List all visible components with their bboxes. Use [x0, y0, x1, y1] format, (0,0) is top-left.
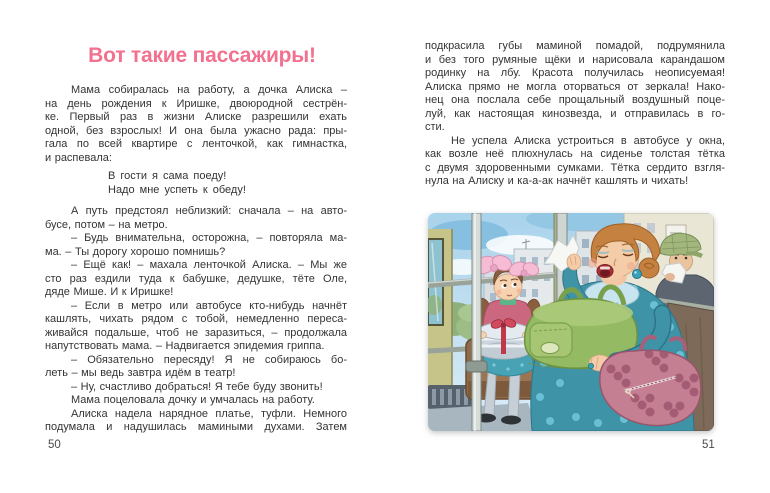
text-line: ма. – Ты дорогу хорошо помнишь? — [45, 245, 226, 258]
paragraph — [45, 381, 347, 395]
text-line: и распевала: — [45, 151, 112, 164]
text-line: ке. Первый раз в жизни Алиске разрешили ехать — [45, 111, 347, 123]
text-line: подумала и надушилась мамиными духами. Затем — [45, 421, 347, 433]
text-line: Мама поцеловала дочку и умчалась на работу. — [71, 394, 315, 406]
text-line: бусе, потом – на метро. — [45, 218, 168, 231]
text-line: на день рождения к Иришке, двоюродной сестрён- — [45, 97, 347, 110]
text-line: как возле неё плюхнулась на сиденье толстая тётка — [425, 148, 725, 160]
text-line: кашлять, чихать рядом с тобой, немедленно переса- — [45, 313, 347, 325]
verse-block — [108, 170, 347, 197]
text-line: нец она послала себе прощальный воздушный поце- — [425, 94, 725, 106]
paragraph — [45, 205, 347, 232]
paragraph — [45, 354, 347, 381]
left-page-text — [45, 84, 347, 435]
text-line: дяде Мише. И к Иришке! — [45, 286, 174, 298]
verse-line: Надо мне успеть к обеду! — [108, 183, 246, 196]
bus-scene-illustration — [428, 213, 714, 431]
paragraph — [425, 135, 725, 189]
text-line: – Будь внимательна, осторожна, – повторяла ма- — [71, 232, 347, 244]
text-line: Мама собиралась на работу, а дочка Алиска – — [71, 84, 347, 96]
text-line: – Ещё как! – махала ленточкой Алиска. – Мы же — [71, 259, 347, 271]
page-number-right: 51 — [702, 439, 715, 451]
text-line: и без того румяные щёки и нарисовала карандашом — [425, 53, 725, 66]
paragraph — [45, 232, 347, 259]
right-page-text — [425, 0, 725, 189]
text-line: одной, без взрослых! И она была ужасно рада: пры- — [45, 124, 347, 137]
text-line: Не успела Алиска устроиться в автобусе у окна, — [451, 134, 725, 147]
text-line: сто раз ездили туда к бабушке, дедушке, тёте Оле, — [45, 272, 347, 285]
text-line: родинку на лбу. Красота получилась неописуемая! — [425, 67, 725, 79]
paragraph — [45, 394, 347, 408]
paragraph — [45, 259, 347, 300]
text-line: сти. — [425, 121, 445, 133]
text-line: с двумя здоровенными сумками. Тётка сердито взгля- — [425, 161, 725, 174]
text-line: подкрасила губы маминой помадой, подрумянила — [425, 40, 725, 52]
paragraph — [425, 40, 725, 135]
page-number-left: 50 — [48, 439, 61, 451]
text-line: нула на Алиску и ка-а-ак начнёт кашлять и чихать! — [425, 175, 689, 187]
text-line: Алиска прямо не могла оторваться от зеркала! Нако- — [425, 80, 725, 93]
text-line: Алиска надела нарядное платье, туфли. Немного — [71, 407, 347, 420]
text-line: живайся подальше, чтоб не заразиться, – продолжала — [45, 326, 347, 339]
text-line: гала по всей квартире с ленточкой, как гимнастка, — [45, 138, 347, 150]
right-page — [425, 0, 725, 189]
text-line: луй, как настоящая кинозвезда, и отправилась в го- — [425, 107, 725, 120]
text-line: напутствовать мама. – Надвигается эпидемия гриппа. — [45, 340, 325, 352]
verse-line: В гости я сама поеду! — [108, 170, 227, 182]
text-line: – Ну, счастливо добраться! Я тебе буду звонить! — [71, 380, 323, 393]
paragraph — [45, 408, 347, 435]
text-line: – Обязательно пересяду! Я не собираюсь бо- — [71, 353, 347, 366]
text-line: леть – мы ведь завтра идём в театр! — [45, 367, 236, 379]
text-line: – Если в метро или автобусе кто-нибудь начнёт — [71, 299, 347, 312]
paragraph — [45, 84, 347, 165]
left-page — [45, 0, 347, 435]
text-line: А путь предстоял неблизкий: сначала – на авто- — [71, 205, 347, 217]
paragraph — [45, 300, 347, 354]
page-title: Вот такие пассажиры! — [88, 44, 316, 67]
